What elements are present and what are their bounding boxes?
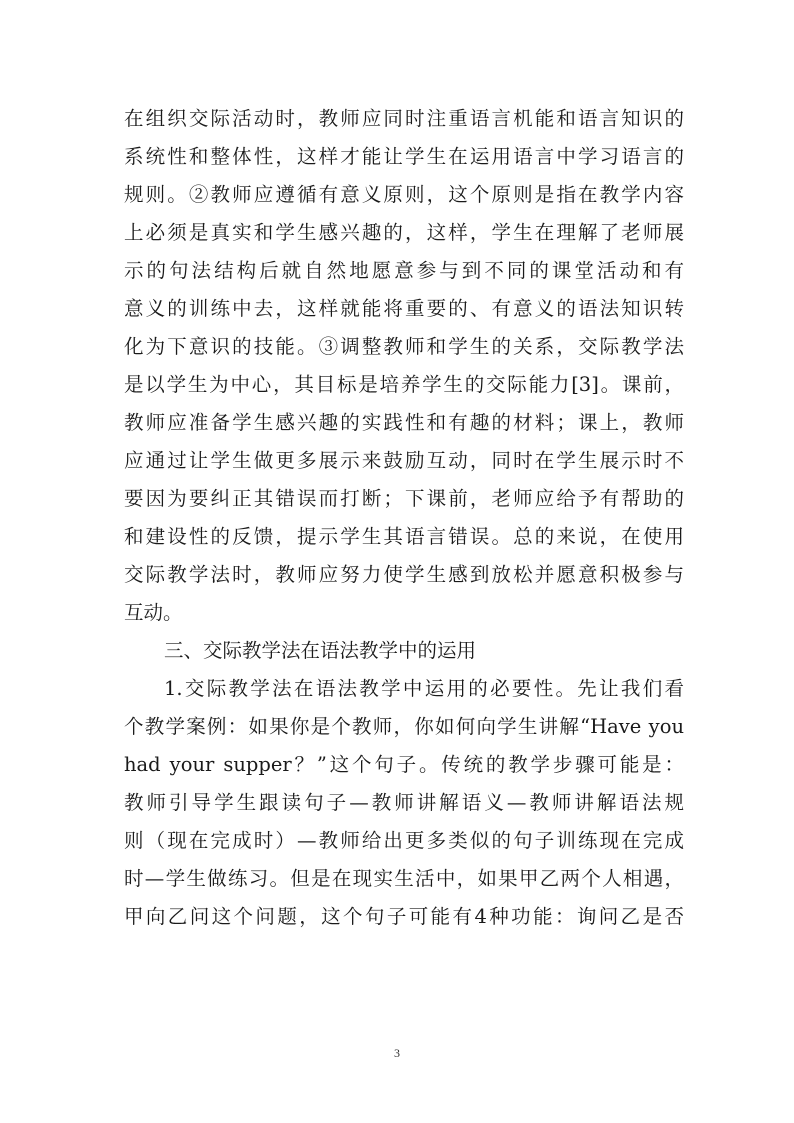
text-line: had your supper？”这个句子。传统的教学步骤可能是： <box>124 753 684 776</box>
text-line: 规则。②教师应遵循有意义原则，这个原则是指在教学内容 <box>124 183 684 206</box>
text-line: 系统性和整体性，这样才能让学生在运用语言中学习语言的 <box>124 145 684 168</box>
text-line: 上必须是真实和学生感兴趣的，这样，学生在理解了老师展 <box>124 221 684 244</box>
text-line: 甲向乙问这个问题，这个句子可能有4种功能：询问乙是否 <box>124 905 684 928</box>
text-line: 是以学生为中心，其目标是培养学生的交际能力[3]。课前， <box>124 373 684 396</box>
text-line: 时—学生做练习。但是在现实生活中，如果甲乙两个人相遇， <box>124 867 684 890</box>
text-line: 个教学案例：如果你是个教师，你如何向学生讲解“Have you <box>124 715 684 738</box>
text-line: 化为下意识的技能。③调整教师和学生的关系，交际教学法 <box>124 335 684 358</box>
text-line: 1.交际教学法在语法教学中运用的必要性。先让我们看 <box>164 677 684 700</box>
text-line: 应通过让学生做更多展示来鼓励互动，同时在学生展示时不 <box>124 449 684 472</box>
text-line: 示的句法结构后就自然地愿意参与到不同的课堂活动和有 <box>124 259 684 282</box>
text-line: 意义的训练中去，这样就能将重要的、有意义的语法知识转 <box>124 297 684 320</box>
text-line: 则（现在完成时）—教师给出更多类似的句子训练现在完成 <box>124 829 684 852</box>
section-heading: 三、交际教学法在语法教学中的运用 <box>164 639 477 662</box>
text-line: 要因为要纠正其错误而打断；下课前，老师应给予有帮助的 <box>124 487 684 510</box>
text-line: 教师应准备学生感兴趣的实践性和有趣的材料；课上，教师 <box>124 411 684 434</box>
text-line: 互动。 <box>124 601 183 624</box>
text-line: 交际教学法时，教师应努力使学生感到放松并愿意积极参与 <box>124 563 684 586</box>
page-number: 3 <box>394 1046 400 1060</box>
body-text <box>124 100 684 936</box>
text-line: 和建设性的反馈，提示学生其语言错误。总的来说，在使用 <box>124 525 684 548</box>
text-line: 在组织交际活动时，教师应同时注重语言机能和语言知识的 <box>124 107 684 130</box>
text-line: 教师引导学生跟读句子—教师讲解语义—教师讲解语法规 <box>124 791 684 814</box>
